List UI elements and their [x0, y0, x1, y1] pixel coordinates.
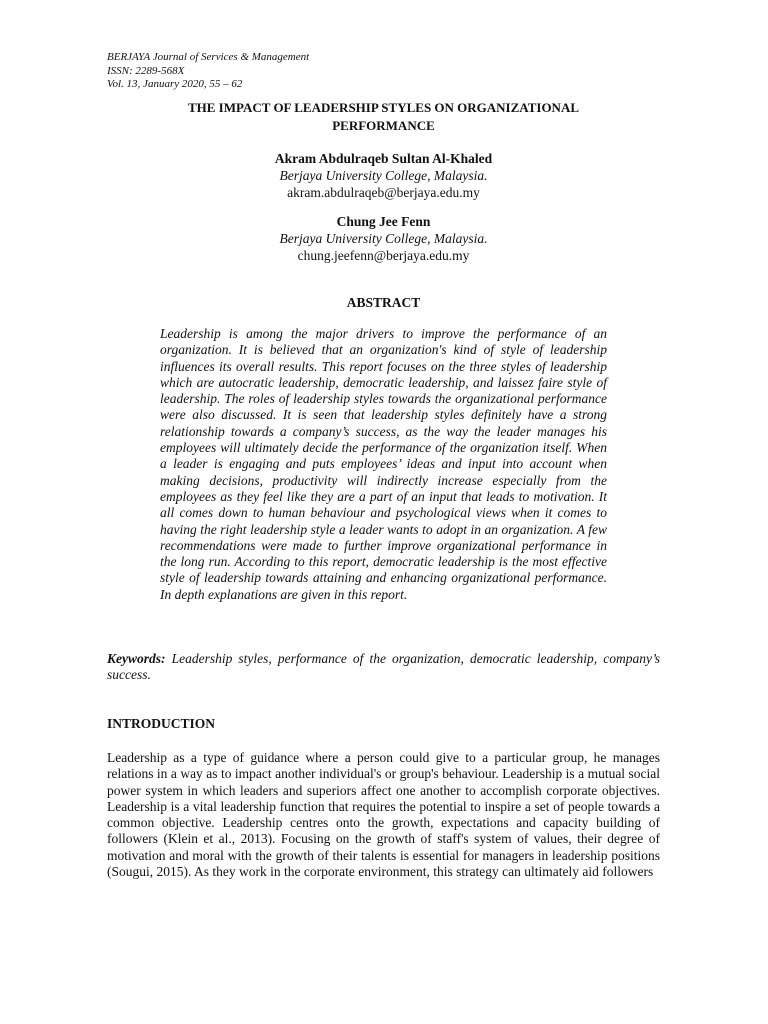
journal-issn: ISSN: 2289-568X: [107, 64, 185, 77]
abstract-text: Leadership is among the major drivers to improve the performance of an organization. It is believed that an organization's kind of style of leadership influences its overall results. This report focuses on the three styles of leadership which are autocratic leadership, democratic leadership, and laissez faire style of leadership. The roles of leadership styles towards the organizational performance were also discussed. It is seen that leadership styles definitely have a strong relationship towards a company’s success, as the way the leader manages his employees will ultimately decide the performance of the organization itself. When a leader is engaging and puts employees’ ideas and input into account when making decisions, productivity will indirectly increase especially from the employees as they feel like they are a part of an input that leads to motivation. It all comes down to human behaviour and psychological views when it comes to having the right leadership style a leader wants to adopt in an organization. A few recommendations were made to further improve organizational performance in the long run. According to this report, democratic leadership is the most effective style of leadership towards attaining and enhancing organizational performance. In depth explanations are given in this report.: [160, 326, 607, 602]
paper-title: [107, 99, 660, 135]
author-name: Akram Abdulraqeb Sultan Al-Khaled: [274, 151, 493, 166]
author-email: chung.jeefenn@berjaya.edu.my: [297, 248, 470, 263]
author-block-2: [107, 213, 660, 264]
keywords: [107, 651, 660, 684]
author-email: akram.abdulraqeb@berjaya.edu.my: [287, 185, 480, 200]
paper-title-line2: PERFORMANCE: [332, 118, 435, 133]
author-affiliation: Berjaya University College, Malaysia.: [279, 168, 488, 183]
introduction-heading: INTRODUCTION: [107, 716, 216, 731]
author-name: Chung Jee Fenn: [336, 214, 431, 229]
introduction-text: Leadership as a type of guidance where a person could give to a particular group, he manages relations in a way as to impact another individual's or group's behaviour. Leadership is a mutual social power system in which leaders and superiors affect one another to accomplish corporate objectives. Leadership is a vital leadership function that requires the potential to inspire a set of people towards a common objective. Leadership centres onto the growth, expectations and capacity building of followers (Klein et al., 2013). Focusing on the growth of staff's system of values, their degree of motivation and moral with the growth of their talents is essential for managers in leadership positions (Sougui, 2015). As they work in the corporate environment, this strategy can ultimately aid followers: [107, 750, 660, 880]
paper-title-line1: THE IMPACT OF LEADERSHIP STYLES ON ORGANIZATIONAL: [187, 100, 580, 115]
journal-volume: Vol. 13, January 2020, 55 – 62: [107, 78, 243, 90]
keywords-label: Keywords:: [107, 651, 166, 666]
keywords-text: Leadership styles, performance of the organization, democratic leadership, company’s success.: [107, 651, 660, 683]
journal-name: BERJAYA Journal of Services & Management: [107, 51, 310, 63]
author-block-1: [107, 150, 660, 201]
author-affiliation: Berjaya University College, Malaysia.: [279, 231, 488, 246]
abstract-heading: ABSTRACT: [346, 295, 421, 310]
journal-header: [107, 51, 309, 92]
